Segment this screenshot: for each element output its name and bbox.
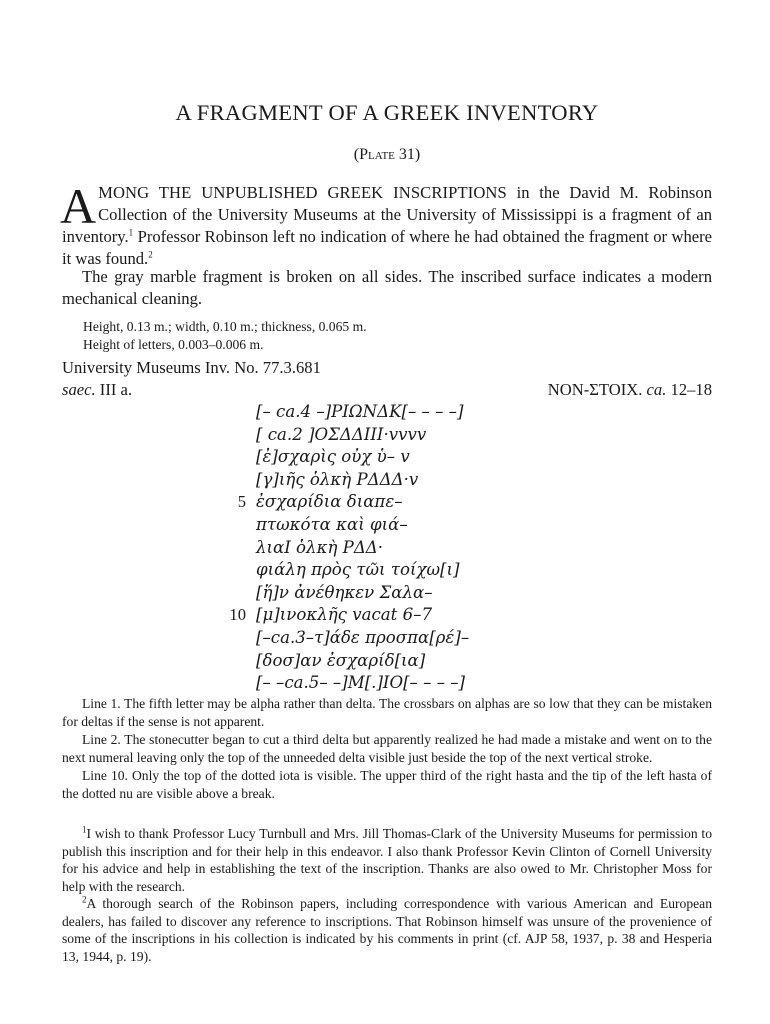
footnotes — [62, 825, 712, 965]
plate-reference: (Plate 31) — [353, 146, 421, 163]
footnote-text: A thorough search of the Robinson papers, including correspondence with various American and European dealers, has failed to discover any reference to inscriptions. That Robinson himself was unsure of the provenience of some of the inscriptions in his collection is indicated by his comments in print (cf. AJP 58, 1937, p. 38 and Hesperia 13, 1944, p. 19). — [62, 896, 712, 964]
dimensions-line: Height, 0.13 m.; width, 0.10 m.; thickness, 0.065 m. — [83, 319, 367, 334]
dimensions — [83, 318, 367, 354]
inscription-line: πτωκότα καὶ φιά– — [256, 515, 408, 534]
line-note: Line 10. Only the top of the dotted iota is visible. The upper third of the right hasta and the tip of the left hasta of the dotted nu are visible above a break. — [62, 768, 712, 801]
drop-cap: A — [60, 178, 97, 234]
footnote — [62, 895, 712, 965]
intro-uppercase: MONG THE UNPUBLISHED GREEK INSCRIPTIONS — [98, 183, 507, 202]
date-label: saec. III a. — [62, 380, 133, 399]
intro-paragraph — [60, 178, 712, 270]
inscription-line: [δοσ]αν ἐσχαρίδ[ια] — [256, 650, 426, 670]
inscription-line: [ἐ]σχαρὶς οὐχ ὑ– v — [256, 447, 410, 467]
line-note: Line 2. The stonecutter began to cut a third delta but apparently realized he had made a mistake and went on to the next numeral leaving only the top of the unneeded delta visible just beside the top of the next vertical stroke. — [62, 732, 712, 765]
inventory-number: University Museums Inv. No. 77.3.681 — [62, 358, 321, 377]
intro-text-2: Professor Robinson left no indication of where he had obtained the fragment or where it was found. — [62, 227, 712, 268]
footnote-number: 1 — [82, 824, 87, 835]
intro-text: in the David M. Robinson Collection of the University Museums at the University of Mississippi is a fragment of an inventory. — [62, 183, 712, 246]
inscription-line: [γ]ιῆς ὁλκὴ ΡΔΔΔ·v — [256, 469, 419, 489]
line-number: 5 — [237, 492, 246, 512]
inscription-line: [– ca.4 –]ΡΙΩΝΔΚ[– – – –] — [256, 402, 464, 421]
line-number: 10 — [229, 605, 246, 625]
inscription-line: [ ca.2 ]ΟΣΔΔΙΙΙ·vvvv — [256, 424, 427, 444]
inscription-line: φιάλη πρὸς τῶι τοίχω[ι] — [256, 560, 460, 580]
line-notes — [62, 695, 712, 803]
inscription-line: [ἥ]ν ἀνέθηκεν Σαλα– — [256, 582, 433, 602]
footnote-text: I wish to thank Professor Lucy Turnbull and Mrs. Jill Thomas-Clark of the University Museums for permission to publish this inscription and for their help in this endeavor. I also thank Professor Kevin Clinton of Cornell University for his advice and help in establishing the text of the inscription. Thanks are also owed to Mr. Christopher Moss for help with the research. — [62, 826, 712, 894]
footnote-number: 2 — [82, 894, 87, 905]
footnote — [62, 825, 712, 895]
inscription-line: [–ca.3–τ]άδε προσπα[ρέ]– — [256, 628, 470, 647]
article-title: A FRAGMENT OF A GREEK INVENTORY — [175, 100, 599, 125]
inscription-line: [– –ca.5– –]Μ[.]ΙΟ[– – – –] — [256, 673, 466, 693]
inscription-line: λιαΙ ὁλκὴ ΡΔΔ· — [256, 537, 384, 557]
inscription-line: ἐσχαρίδια διαπε– — [256, 492, 403, 512]
line-note: Line 1. The fifth letter may be alpha rather than delta. The crossbars on alphas are so low that they can be mistaken for deltas if the sense is not apparent. — [62, 696, 712, 729]
letter-height-line: Height of letters, 0.003–0.006 m. — [83, 337, 264, 352]
footnote-ref-2: 2 — [148, 249, 153, 260]
inscription-line: [μ]ινοκλῆς vacat 6–7 — [256, 605, 433, 625]
stoichedon-label: NON-ΣΤΟΙΧ. ca. 12–18 — [547, 380, 712, 399]
description-paragraph: The gray marble fragment is broken on all sides. The inscribed surface indicates a modern mechanical cleaning. — [62, 267, 712, 308]
footnote-ref-1: 1 — [128, 227, 134, 238]
